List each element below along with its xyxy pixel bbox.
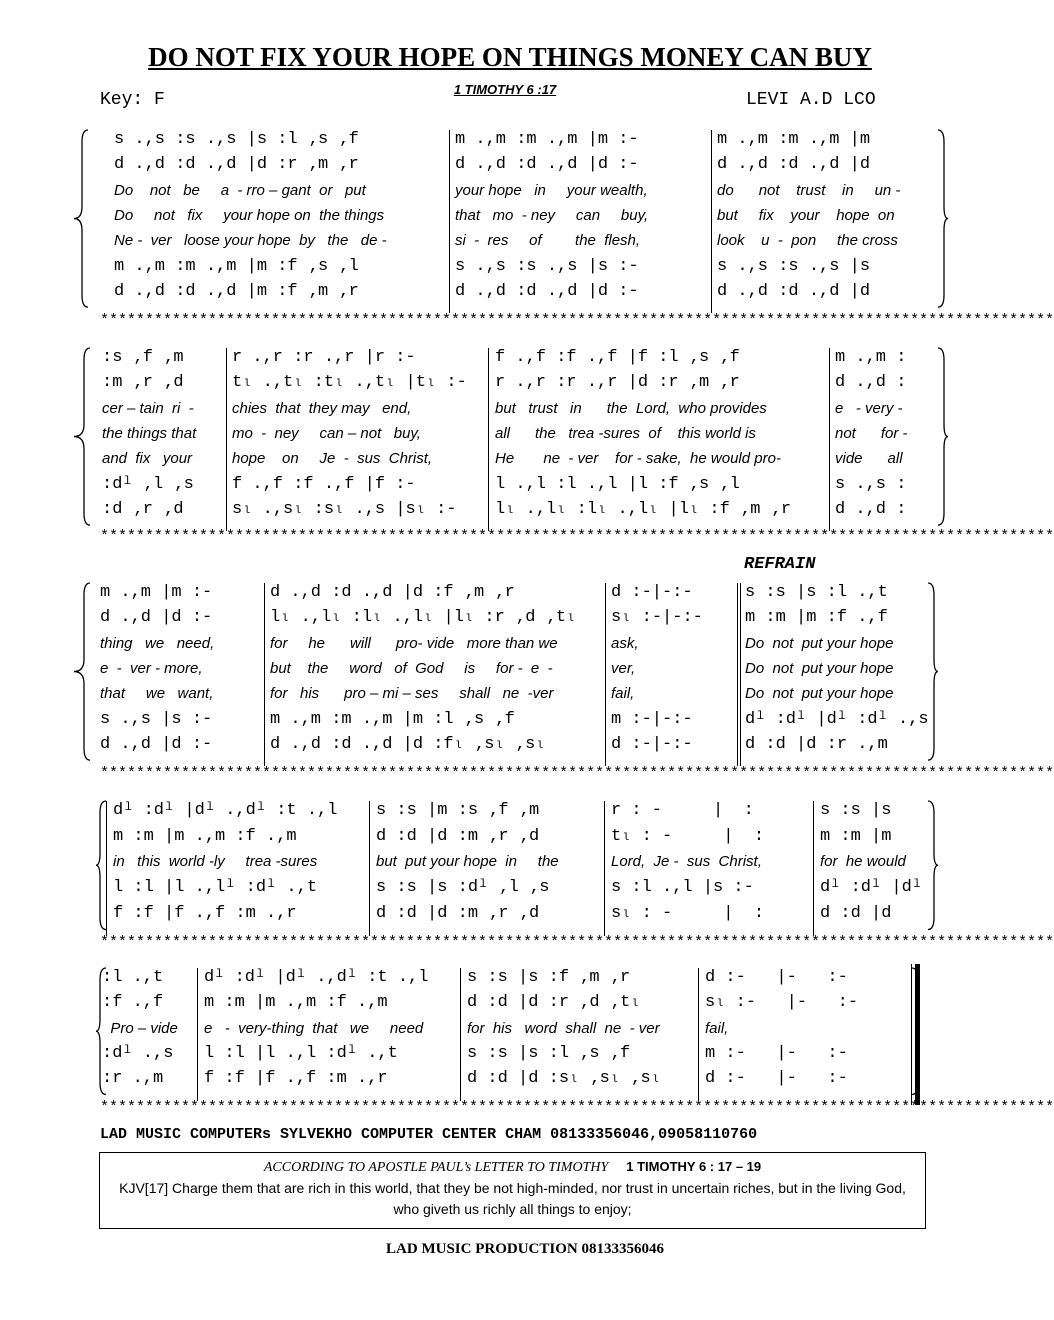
song-title: DO NOT FIX YOUR HOPE ON THINGS MONEY CAN BUY [148, 42, 872, 72]
bar-line [264, 583, 265, 766]
lyric-line: the things that [102, 424, 197, 442]
solfa-line: m :m |m :f .,f [745, 608, 888, 628]
solfa-line: m :- |- :- [705, 1043, 848, 1063]
solfa-line: d .,d :d .,d |m :f ‚m ‚r [114, 281, 359, 301]
footer-computers: LAD MUSIC COMPUTERs SYLVEKHO COMPUTER CENTER CHAM 08133356046,09058110760 [100, 1126, 758, 1143]
right-brace-icon [910, 966, 922, 1097]
solfa-line: s .,s |s :- [100, 709, 213, 729]
solfa-line: d .,d :d .,d |d :fₗ ‚sₗ ‚sₗ [270, 734, 546, 754]
lyric-line: e - very - [835, 399, 903, 417]
bar-line [605, 583, 606, 766]
solfa-line: l :l |l .,l :dˡ .,t [204, 1043, 398, 1063]
solfa-line: m :m |m [820, 826, 892, 846]
box-reference: 1 TIMOTHY 6 : 17 – 19 [626, 1159, 762, 1174]
left-brace-icon [72, 346, 92, 527]
left-brace-icon [72, 581, 92, 762]
lyric-line: all the trea -sures of this world is [495, 424, 756, 442]
solfa-line: s .,s : [835, 474, 907, 494]
solfa-line: d .,d |d :- [100, 734, 213, 754]
lyric-line: Do not be a - rro – gant or put [114, 181, 366, 199]
solfa-line: sₗ :- |- :- [705, 993, 859, 1013]
lyric-line: your hope in your wealth, [455, 181, 648, 199]
solfa-line: d :d |d :r .,m [745, 734, 888, 754]
star-divider: ********************************************************************************************************** [100, 528, 1054, 545]
solfa-line: s .,s :s .,s |s :- [455, 256, 639, 276]
solfa-line: d .,d :d .,d |d :- [455, 155, 639, 175]
lyric-line: but trust in the Lord, who provides [495, 399, 767, 417]
solfa-line: m :-|-:- [611, 709, 693, 729]
bar-line [197, 968, 198, 1101]
refrain-label: REFRAIN [744, 555, 816, 574]
solfa-line: d :d |d :m ‚r ‚d [376, 826, 540, 846]
solfa-line: s :s |s :f ‚m ‚r [467, 968, 631, 987]
solfa-line: s :l .,l |s :- [611, 878, 754, 898]
solfa-line: dˡ :dˡ |dˡ :dˡ .,s [745, 709, 929, 729]
lyric-line: but put your hope in the [376, 853, 559, 871]
solfa-line: s :s |s :l ‚s ‚f [467, 1043, 631, 1063]
bar-line [449, 130, 450, 313]
lyric-line: but fix your hope on [717, 206, 895, 224]
star-divider: ********************************************************************************************************** [100, 312, 1054, 329]
solfa-line: d .,d :d .,d |d [717, 281, 871, 301]
lyric-line: thing we need, [100, 634, 215, 652]
lyric-line: for he will pro- vide more than we [270, 634, 558, 652]
solfa-line: s :s |s [820, 801, 892, 820]
right-brace-icon [936, 128, 950, 309]
solfa-line: m .,m :m .,m |m [717, 130, 871, 149]
solfa-line: :dˡ .,s [102, 1043, 174, 1063]
solfa-line: l .,l :l .,l |l :f ‚s ‚l [495, 474, 740, 494]
solfa-line: :dˡ ‚l ‚s [102, 474, 194, 494]
bar-line [226, 348, 227, 531]
lyric-line: not for - [835, 424, 908, 442]
box-title: ACCORDING TO APOSTLE PAUL’s LETTER TO TIMOTHY [263, 1160, 609, 1175]
lyric-line: e - ver - more, [100, 659, 203, 677]
star-divider: ********************************************************************************************************** [100, 1099, 1054, 1116]
bar-line [369, 801, 370, 936]
solfa-line: d :d |d :m ‚r ‚d [376, 903, 540, 923]
solfa-line: m .,m :m .,m |m :l ‚s ‚f [270, 709, 515, 729]
lyric-line: look u - pon the cross [717, 232, 898, 250]
lyric-line: vide all [835, 450, 903, 468]
solfa-line: d .,d : [835, 499, 907, 519]
star-divider: ********************************************************************************************************** [100, 765, 1054, 782]
bar-line [604, 801, 605, 936]
solfa-line: d .,d :d .,d |d :- [455, 281, 639, 301]
solfa-line: :f .,f [102, 993, 164, 1013]
solfa-line: m .,m :m .,m |m :- [455, 130, 639, 149]
solfa-line: tₗ : - | : [611, 826, 765, 846]
solfa-line: m .,m :m .,m |m :f ‚s ‚l [114, 256, 359, 276]
lyric-line: mo - ney can – not buy, [232, 424, 421, 442]
lyric-line: Lord, Je - sus Christ, [611, 853, 762, 871]
right-brace-icon [926, 581, 940, 762]
lyric-line: and fix your [102, 450, 193, 468]
solfa-line: s :s |m :s ‚f ‚m [376, 801, 540, 820]
bar-line [813, 801, 814, 936]
lyric-line: that mo - ney can buy, [455, 206, 649, 224]
bar-line [829, 348, 830, 531]
solfa-line: s .,s :s .,s |s [717, 256, 871, 276]
solfa-line: l :l |l .,lˡ :dˡ .,t [113, 878, 318, 898]
left-brace-icon [94, 966, 108, 1097]
solfa-line: d .,d :d .,d |d [717, 155, 871, 175]
solfa-line: f .,f :f .,f |f :- [232, 474, 416, 494]
solfa-line: r : - | : [611, 801, 754, 820]
solfa-line: d .,d |d :- [100, 608, 213, 628]
lyric-line: Do not put your hope [745, 659, 894, 677]
solfa-line: dˡ :dˡ |dˡ [820, 878, 923, 898]
lyric-line: si - res of the flesh, [455, 232, 641, 250]
solfa-line: d :-|-:- [611, 734, 693, 754]
lyric-line: Do not put your hope [745, 685, 894, 703]
lyric-line: cer – tain ri - [102, 399, 194, 417]
solfa-line: d .,d :d .,d |d :r ‚m ‚r [114, 155, 359, 175]
production-credit: LAD MUSIC PRODUCTION 08133356046 [386, 1241, 664, 1257]
solfa-line: d .,d :d .,d |d :f ‚m ‚r [270, 583, 515, 602]
lyric-line: fail, [611, 685, 635, 703]
lyric-line: Ne - ver loose your hope by the de - [114, 232, 387, 250]
solfa-line: d :d |d :sₗ ‚sₗ ‚sₗ [467, 1069, 661, 1089]
solfa-line: m .,m : [835, 348, 907, 367]
solfa-line: d :- |- :- [705, 968, 848, 987]
solfa-line: tₗ .,tₗ :tₗ .,tₗ |tₗ :- [232, 373, 467, 393]
solfa-line: dˡ :dˡ |dˡ .,dˡ :t .,l [113, 801, 338, 820]
solfa-line: d .,d : [835, 373, 907, 393]
left-brace-icon [72, 128, 90, 309]
solfa-line: f .,f :f .,f |f :l ‚s ‚f [495, 348, 740, 367]
lyric-line: ask, [611, 634, 639, 652]
right-brace-icon [936, 346, 950, 527]
composer: LEVI A.D LCO [746, 90, 876, 110]
solfa-line: dˡ :dˡ |dˡ .,dˡ :t .,l [204, 968, 429, 987]
solfa-line: s :s |s :dˡ ‚l ‚s [376, 878, 550, 898]
lyric-line: hope on Je - sus Christ, [232, 450, 433, 468]
solfa-line: :d ‚r ‚d [102, 499, 184, 519]
right-brace-icon [926, 799, 940, 932]
scripture-box [99, 1152, 926, 1229]
lyric-line: for he would [820, 853, 906, 871]
lyric-line: but the word of God is for - e - [270, 659, 553, 677]
solfa-line: sₗ :-|-:- [611, 608, 703, 628]
lyric-line: in this world -ly trea -sures [113, 853, 318, 871]
bar-line [737, 583, 738, 766]
lyric-line: He ne - ver for - sake, he would pro- [495, 450, 781, 468]
key-signature: Key: F [100, 90, 165, 110]
solfa-line: f :f |f .,f :m .,r [204, 1069, 388, 1089]
lyric-line: for his word shall ne - ver [467, 1019, 660, 1037]
solfa-line: d :- |- :- [705, 1069, 848, 1089]
bar-line [698, 968, 699, 1101]
bar-line [460, 968, 461, 1101]
star-divider: ********************************************************************************************************** [100, 934, 1054, 951]
solfa-line: r .,r :r .,r |r :- [232, 348, 416, 367]
solfa-line: r .,r :r .,r |d :r ‚m ‚r [495, 373, 740, 393]
solfa-line: s .,s :s .,s |s :l ‚s ‚f [114, 130, 359, 149]
lyric-line: chies that they may end, [232, 399, 412, 417]
solfa-line: :m ‚r ‚d [102, 373, 184, 393]
lyric-line: for his pro – mi – ses shall ne -ver [270, 685, 554, 703]
bar-line [488, 348, 489, 531]
lyric-line: Pro – vide [102, 1019, 178, 1037]
solfa-line: d :d |d [820, 903, 892, 923]
solfa-line: :r .,m [102, 1069, 164, 1089]
solfa-line: :s ‚f ‚m [102, 348, 184, 367]
bar-line [711, 130, 712, 313]
solfa-line: m .,m |m :- [100, 583, 213, 602]
solfa-line: lₗ .,lₗ :lₗ .,lₗ |lₗ :f ‚m ‚r [495, 499, 792, 519]
lyric-line: that we want, [100, 685, 214, 703]
solfa-line: m :m |m .,m :f .,m [204, 993, 388, 1013]
lyric-line: e - very-thing that we need [204, 1019, 424, 1037]
bar-line [740, 583, 741, 766]
solfa-line: m :m |m .,m :f .,m [113, 826, 297, 846]
scripture-reference: 1 TIMOTHY 6 :17 [453, 82, 557, 97]
lyric-line: do not trust in un - [717, 181, 901, 199]
lyric-line: Do not fix your hope on the things [114, 206, 385, 224]
solfa-line: sₗ : - | : [611, 903, 765, 923]
solfa-line: s :s |s :l .,t [745, 583, 888, 602]
lyric-line: Do not put your hope [745, 634, 894, 652]
lyric-line: ver, [611, 659, 636, 677]
solfa-line: d :d |d :r ‚d ‚tₗ [467, 993, 641, 1013]
solfa-line: sₗ .,sₗ :sₗ .,s |sₗ :- [232, 499, 457, 519]
left-brace-icon [94, 799, 108, 932]
solfa-line: d :-|-:- [611, 583, 693, 602]
lyric-line: fail, [705, 1019, 729, 1037]
solfa-line: lₗ .,lₗ :lₗ .,lₗ |lₗ :r ‚d ‚tₗ [270, 608, 577, 628]
solfa-line: :l .,t [102, 968, 164, 987]
verse-text: KJV[17] Charge them that are rich in this world, that they be not high-minded, nor trust in uncertain riches, but in the living God, who giveth us richly all things to enjoy; [119, 1180, 906, 1217]
solfa-line: f :f |f .,f :m .,r [113, 903, 297, 923]
